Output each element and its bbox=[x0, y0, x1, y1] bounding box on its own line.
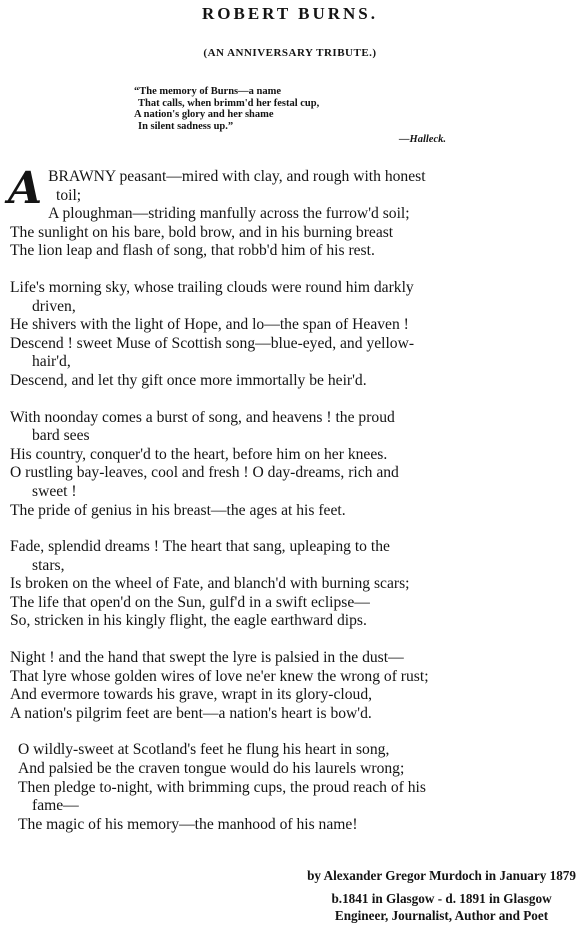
author-occupation: Engineer, Journalist, Author and Poet bbox=[334, 908, 549, 923]
epigraph-line: A nation's glory and her shame bbox=[134, 109, 274, 120]
epigraph-attribution: —Halleck. bbox=[399, 134, 446, 145]
poem-line: Is broken on the wheel of Fate, and blanch'd with burning scars; bbox=[10, 575, 410, 593]
poem-line: The magic of his memory—the manhood of his name! bbox=[18, 815, 358, 833]
poem-line: stars, bbox=[32, 556, 65, 574]
poem-title: ROBERT BURNS. bbox=[201, 4, 378, 23]
stanza-6 bbox=[10, 741, 530, 834]
stanza-1 bbox=[8, 163, 530, 261]
poem-line: And palsied be the craven tongue would do his laurels wrong; bbox=[18, 760, 405, 778]
epigraph-line: That calls, when brimm'd her festal cup, bbox=[138, 97, 320, 109]
author-byline: by Alexander Gregor Murdoch in January 1879 bbox=[307, 868, 576, 883]
poem-line: The lion leap and flash of song, that robb'd him of his rest. bbox=[10, 242, 375, 260]
poem-line: Descend ! sweet Muse of Scottish song—blue-eyed, and yellow- bbox=[10, 334, 415, 352]
poem-line: O wildly-sweet at Scotland's feet he flung his heart in song, bbox=[18, 741, 390, 759]
stanza-5 bbox=[10, 649, 530, 723]
poem-line: The sunlight on his bare, bold brow, and in his burning breast bbox=[10, 223, 394, 241]
poem-line: That lyre whose golden wires of love ne'er knew the wrong of rust; bbox=[10, 667, 429, 685]
poem-line: Descend, and let thy gift once more immortally be heir'd. bbox=[10, 371, 367, 389]
stanza-2 bbox=[10, 279, 530, 391]
poem-line: BRAWNY peasant—mired with clay, and rough with honest bbox=[48, 168, 426, 185]
poem-line: And evermore towards his grave, wrapt in its glory-cloud, bbox=[10, 686, 373, 704]
poem-line: O rustling bay-leaves, cool and fresh ! O day-dreams, rich and bbox=[10, 464, 399, 482]
poem-line: toil; bbox=[56, 186, 82, 204]
epigraph bbox=[134, 86, 454, 146]
author-lifespan: b.1841 in Glasgow - d. 1891 in Glasgow bbox=[331, 891, 552, 906]
poem-line: So, stricken in his kingly flight, the eagle earthward dips. bbox=[10, 612, 367, 630]
poem-line: With noonday comes a burst of song, and heavens ! the proud bbox=[10, 408, 395, 426]
poem-line: driven, bbox=[32, 297, 76, 315]
poem-line: fame— bbox=[32, 797, 79, 815]
poem-line: Night ! and the hand that swept the lyre is palsied in the dust— bbox=[10, 649, 404, 667]
poem-line: The life that open'd on the Sun, gulf'd in a swift eclipse— bbox=[10, 593, 370, 611]
epigraph-line: In silent sadness up.” bbox=[138, 120, 234, 132]
poem-line: A nation's pilgrim feet are bent—a nation's heart is bow'd. bbox=[10, 704, 372, 722]
poem-line: hair'd, bbox=[32, 353, 71, 371]
stanza-3 bbox=[10, 409, 530, 521]
poem-line: sweet ! bbox=[32, 482, 77, 500]
poem-line: His country, conquer'd to the heart, before him on her knees. bbox=[10, 445, 388, 463]
poem-line: Fade, splendid dreams ! The heart that sang, upleaping to the bbox=[10, 538, 390, 556]
author-credit bbox=[307, 867, 576, 924]
poem-line: Then pledge to-night, with brimming cups, the proud reach of his bbox=[18, 778, 426, 796]
poem-subtitle: (AN ANNIVERSARY TRIBUTE.) bbox=[203, 47, 377, 59]
drop-cap: A bbox=[8, 163, 43, 214]
poem-line: Life's morning sky, whose trailing clouds were round him darkly bbox=[10, 278, 414, 296]
poem-line: bard sees bbox=[32, 427, 90, 445]
poem-line: He shivers with the light of Hope, and lo—the span of Heaven ! bbox=[10, 316, 409, 334]
poem-line: The pride of genius in his breast—the ages at his feet. bbox=[10, 501, 346, 519]
stanza-4 bbox=[10, 538, 530, 631]
epigraph-line: “The memory of Burns—a name bbox=[134, 86, 281, 97]
poem-line: A ploughman—striding manfully across the furrow'd soil; bbox=[48, 205, 410, 223]
poem-body bbox=[8, 163, 530, 852]
